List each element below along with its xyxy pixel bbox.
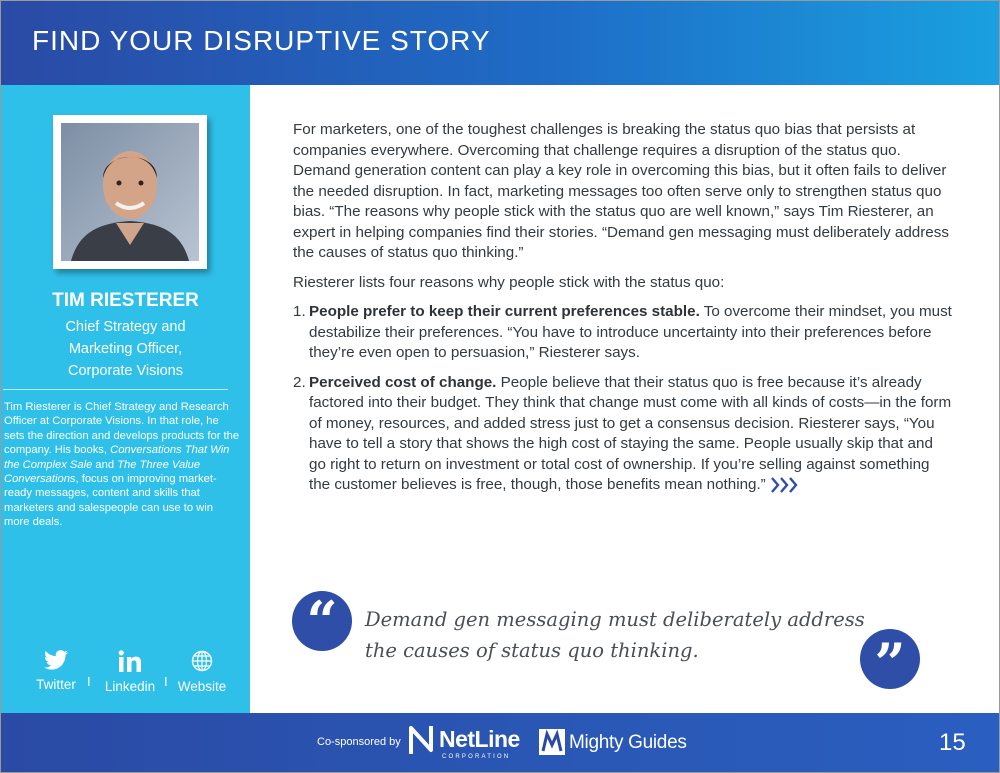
- twitter-link[interactable]: [33, 650, 79, 694]
- globe-icon[interactable]: [191, 650, 213, 672]
- mighty-guides-wordmark: Mighty Guides: [569, 732, 687, 753]
- profile-sidebar: [1, 85, 250, 713]
- netline-wordmark: NetLine: [439, 726, 520, 752]
- twitter-icon[interactable]: [44, 650, 68, 670]
- list-number: 1.: [293, 303, 306, 320]
- page-title: FIND YOUR DISRUPTIVE STORY: [32, 25, 491, 56]
- close-quote-icon: [860, 629, 920, 695]
- open-quote-icon: [292, 591, 352, 651]
- article-intro: For marketers, one of the toughest challenges is breaking the status quo bias that persists at companies everywhere. Overcoming that challenge requires a disruption of the status quo. Demand generation content can play a key role in overcoming this bias, but it often fails to deliver the needed disruption. In fact, marketing messages too often serve only to strengthen status quo bias. “The reasons why people stick with the status quo are well known,” says Tim Riesterer, an expert in helping companies find their stories. “Demand gen messaging must deliberately address the causes of status quo thinking.”: [293, 121, 949, 261]
- page-header: [1, 1, 999, 85]
- continue-chevron-icon[interactable]: [770, 476, 800, 494]
- list-intro: Riesterer lists four reasons why people stick with the status quo:: [293, 273, 725, 291]
- bio-book-title-1: Conversations That Win the Complex Sale: [4, 444, 230, 471]
- linkedin-label[interactable]: Linkedin: [104, 679, 156, 694]
- list-item: [293, 302, 953, 364]
- social-separator: I: [164, 674, 168, 689]
- mighty-guides-mark-icon: [539, 729, 565, 755]
- profile-role-line-1: Chief Strategy and: [65, 319, 186, 335]
- netline-mark-icon: [409, 724, 437, 756]
- list-text: To overcome their mindset, you must destabilize their preferences. “You have to introduce uncertainty into their preferences before they’re even open to persuasion,” Riesterer says.: [309, 303, 952, 361]
- social-separator: I: [87, 674, 91, 689]
- profile-bio: [4, 400, 240, 530]
- netline-subtext: CORPORATION: [442, 754, 511, 760]
- mighty-guides-logo[interactable]: [539, 729, 687, 760]
- profile-role-line-2: Marketing Officer,: [68, 341, 183, 357]
- sidebar-divider: [3, 389, 228, 390]
- website-label[interactable]: Website: [177, 679, 227, 694]
- list-heading: Perceived cost of change.: [309, 373, 497, 391]
- bio-text: Tim Riesterer is Chief Strategy and Research Officer at Corporate Visions. In that role, he sets the direction and develops products for the company. His books,: [4, 401, 240, 457]
- list-text: People believe that their status quo is free because it’s already factored into their budget. They think that change must come with all kinds of costs—in the form of money, resources, and added stress just to get a consensus decision. Riesterer says, “You have to tell a story that shows the high cost of staying the same. People usually skip that and go right to return on investment or total cost of ownership. If you’re selling against something the customer believes is free, though, those benefits mean nothing.”: [309, 373, 952, 493]
- bio-text-end: , focus on improving market-ready messages, content and skills that marketers and salespeople can use to win more deals.: [4, 473, 217, 529]
- linkedin-icon[interactable]: [118, 650, 142, 672]
- page-footer: [1, 713, 999, 772]
- profile-photo: [61, 123, 199, 261]
- bio-text-and: and: [92, 458, 118, 471]
- profile-company: Corporate Visions: [68, 363, 183, 379]
- list-heading: People prefer to keep their current preferences stable.: [309, 303, 700, 320]
- netline-logo[interactable]: [409, 724, 520, 761]
- linkedin-link[interactable]: [100, 650, 160, 696]
- list-number: 2.: [293, 373, 306, 391]
- close-quote-mark: ”: [874, 631, 906, 695]
- list-item: [293, 373, 953, 496]
- article-body: [293, 120, 953, 505]
- profile-name: TIM RIESTERER: [52, 290, 199, 311]
- bio-book-title-2: The Three Value Conversations: [4, 458, 201, 486]
- pull-quote: Demand gen messaging must deliberately address the causes of status quo thinking.: [365, 608, 865, 662]
- profile-photo-frame: [53, 115, 207, 269]
- website-link[interactable]: [174, 650, 230, 696]
- cosponsored-label: Co-sponsored by: [317, 736, 401, 748]
- open-quote-mark: “: [306, 589, 338, 653]
- page-number: 15: [939, 729, 966, 756]
- twitter-label[interactable]: Twitter: [36, 677, 76, 692]
